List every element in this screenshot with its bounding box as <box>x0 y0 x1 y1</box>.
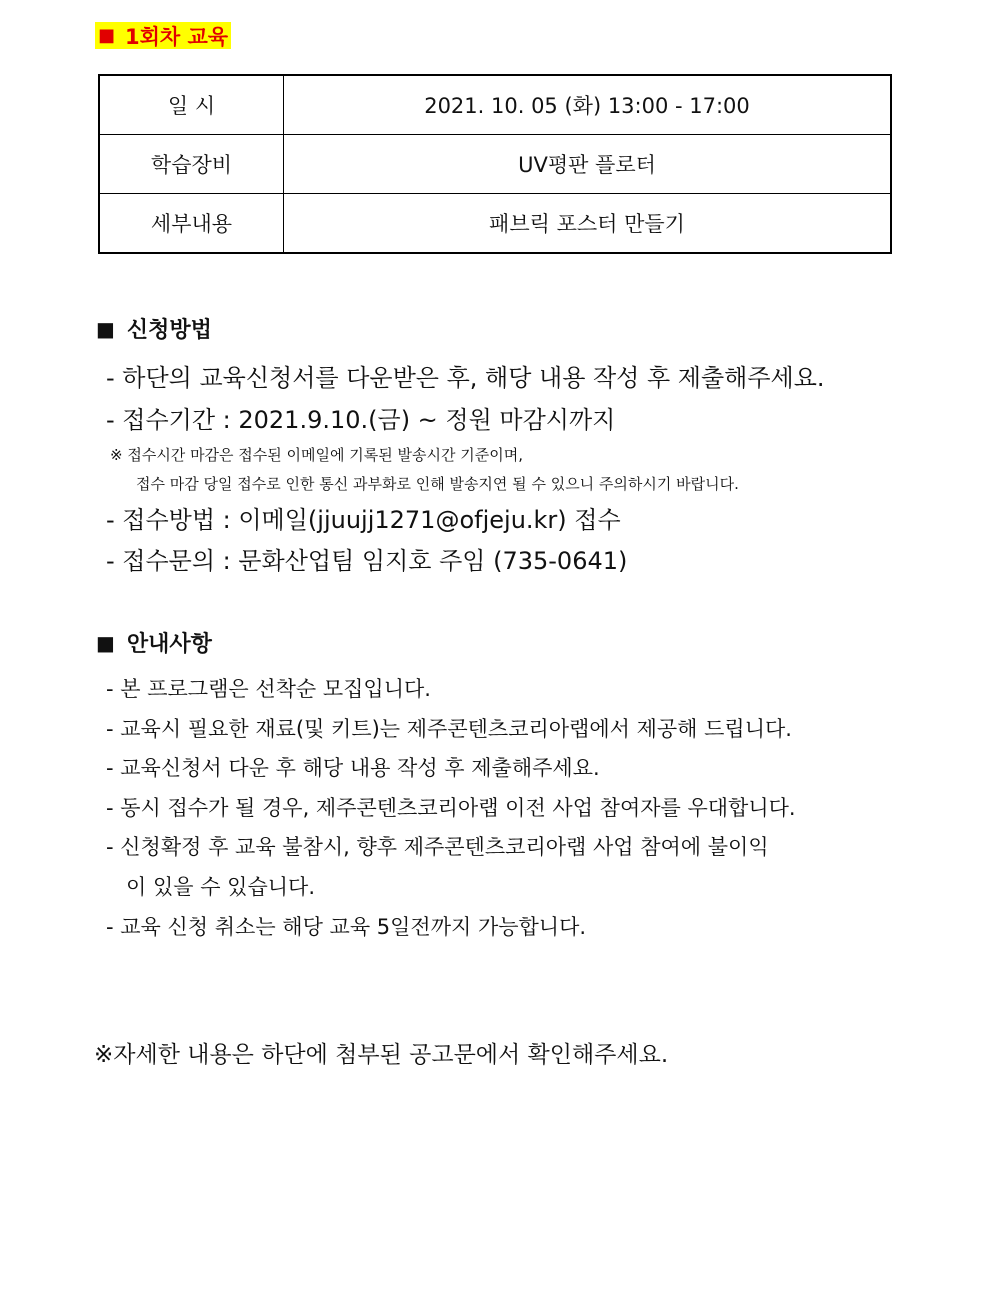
row-label: 학습장비 <box>99 135 284 194</box>
table-row <box>99 75 891 135</box>
square-bullet-icon: ■ <box>96 316 115 341</box>
application-note: 접수 마감 당일 접수로 인한 통신 과부화로 인해 발송지연 될 수 있으니 주의하시기 바랍니다. <box>136 475 739 493</box>
row-label: 세부내용 <box>99 194 284 254</box>
notice-item-continuation: 이 있을 수 있습니다. <box>126 875 315 899</box>
notice-item: - 본 프로그램은 선착순 모집입니다. <box>106 677 431 701</box>
application-item: - 접수방법 : 이메일(jjuujj1271@ofjeju.kr) 접수 <box>106 506 621 534</box>
square-bullet-icon: ■ <box>98 25 116 46</box>
notice-item: - 동시 접수가 될 경우, 제주콘텐츠코리아랩 이전 사업 참여자를 우대합니다. <box>106 796 796 820</box>
session-title-text: 1회차 교육 <box>125 24 229 49</box>
notice-item: - 교육신청서 다운 후 해당 내용 작성 후 제출해주세요. <box>106 756 600 780</box>
notice-heading <box>96 627 212 658</box>
application-item: - 하단의 교육신청서를 다운받은 후, 해당 내용 작성 후 제출해주세요. <box>106 364 825 392</box>
session-heading <box>95 22 231 49</box>
notice-item: - 신청확정 후 교육 불참시, 향후 제주콘텐츠코리아랩 사업 참여에 불이익 <box>106 835 769 859</box>
application-title: 신청방법 <box>126 318 212 343</box>
application-item: - 접수문의 : 문화산업팀 임지호 주임 (735-0641) <box>106 547 628 575</box>
footer-note: ※자세한 내용은 하단에 첨부된 공고문에서 확인해주세요. <box>94 1042 669 1068</box>
row-value: UV평판 플로터 <box>284 135 892 194</box>
application-heading <box>96 313 212 344</box>
table-row <box>99 135 891 194</box>
session-info-table <box>98 74 892 254</box>
notice-item: - 교육 신청 취소는 해당 교육 5일전까지 가능합니다. <box>106 915 587 939</box>
application-note: ※ 접수시간 마감은 접수된 이메일에 기록된 발송시간 기준이며, <box>110 446 523 464</box>
notice-title: 안내사항 <box>126 632 212 657</box>
application-item: - 접수기간 : 2021.9.10.(금) ~ 정원 마감시까지 <box>106 406 616 434</box>
notice-item: - 교육시 필요한 재료(및 키트)는 제주콘텐츠코리아랩에서 제공해 드립니다. <box>106 717 792 741</box>
row-value: 패브릭 포스터 만들기 <box>284 194 892 254</box>
square-bullet-icon: ■ <box>96 630 115 655</box>
table-row <box>99 194 891 254</box>
row-label: 일 시 <box>99 75 284 135</box>
row-value: 2021. 10. 05 (화) 13:00 - 17:00 <box>284 75 892 135</box>
